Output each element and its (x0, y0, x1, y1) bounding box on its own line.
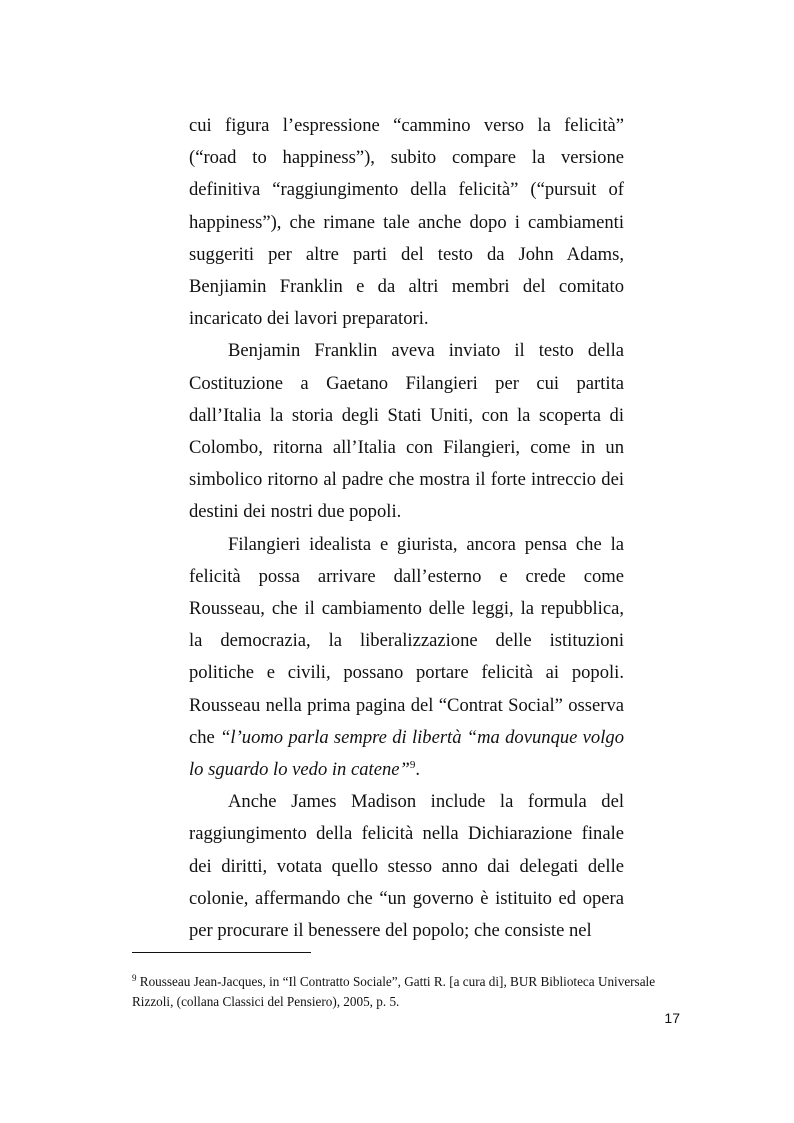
paragraph-3 (189, 529, 624, 787)
footnote-number: 9 (132, 973, 137, 983)
page-number: 17 (664, 1010, 680, 1026)
footnote-text: Rousseau Jean-Jacques, in “Il Contratto Sociale”, Gatti R. [a cura di], BUR Biblioteca Universale Rizzoli, (collana Classici del Pensiero), 2005, p. 5. (132, 974, 656, 1009)
paragraph-1: cui figura l’espressione “cammino verso la felicità” (“road to happiness”), subito compare la versione definitiva “raggiungimento della felicità” (“pursuit of happiness”), che rimane tale anche dopo i cambiamenti suggeriti per altre parti del testo da John Adams, Benjiamin Franklin e da altri membri del comitato incaricato dei lavori preparatori. (189, 115, 624, 330)
paragraph-3-text: Filangieri idealista e giurista, ancora pensa che la felicità possa arrivare dall’esterno e crede come Rousseau, che il cambiamento delle leggi, la repubblica, la democrazia, la liberalizzazione delle istituzioni politiche e civili, possano portare felicità ai popoli. Rousseau nella prima pagina del “Contrat Social” osserva che (189, 533, 624, 748)
paragraph-3-end: . (415, 759, 421, 781)
paragraph-2: Benjamin Franklin aveva inviato il testo della Costituzione a Gaetano Filangieri per cui partita dall’Italia la storia degli Stati Uniti, con la scoperta di Colombo, ritorna all’Italia con Filangieri, come in un simbolico ritorno al padre che mostra il forte intreccio dei destini dei nostri due popoli. (189, 340, 624, 523)
paragraph-4: Anche James Madison include la formula del raggiungimento della felicità nella Dichiarazione finale dei diritti, votata quello stesso anno dai delegati delle colonie, affermando che “un governo è istituito ed opera per procurare il benessere del popolo; che consiste nel (189, 791, 624, 942)
footnote-reference[interactable]: 9 (409, 759, 416, 772)
footnote (132, 972, 672, 1012)
body-text (189, 110, 624, 947)
rousseau-quote: “l’uomo parla sempre di libertà “ma dovunque volgo lo sguardo lo vedo in catene” (189, 726, 624, 781)
footnote-separator (132, 952, 311, 953)
